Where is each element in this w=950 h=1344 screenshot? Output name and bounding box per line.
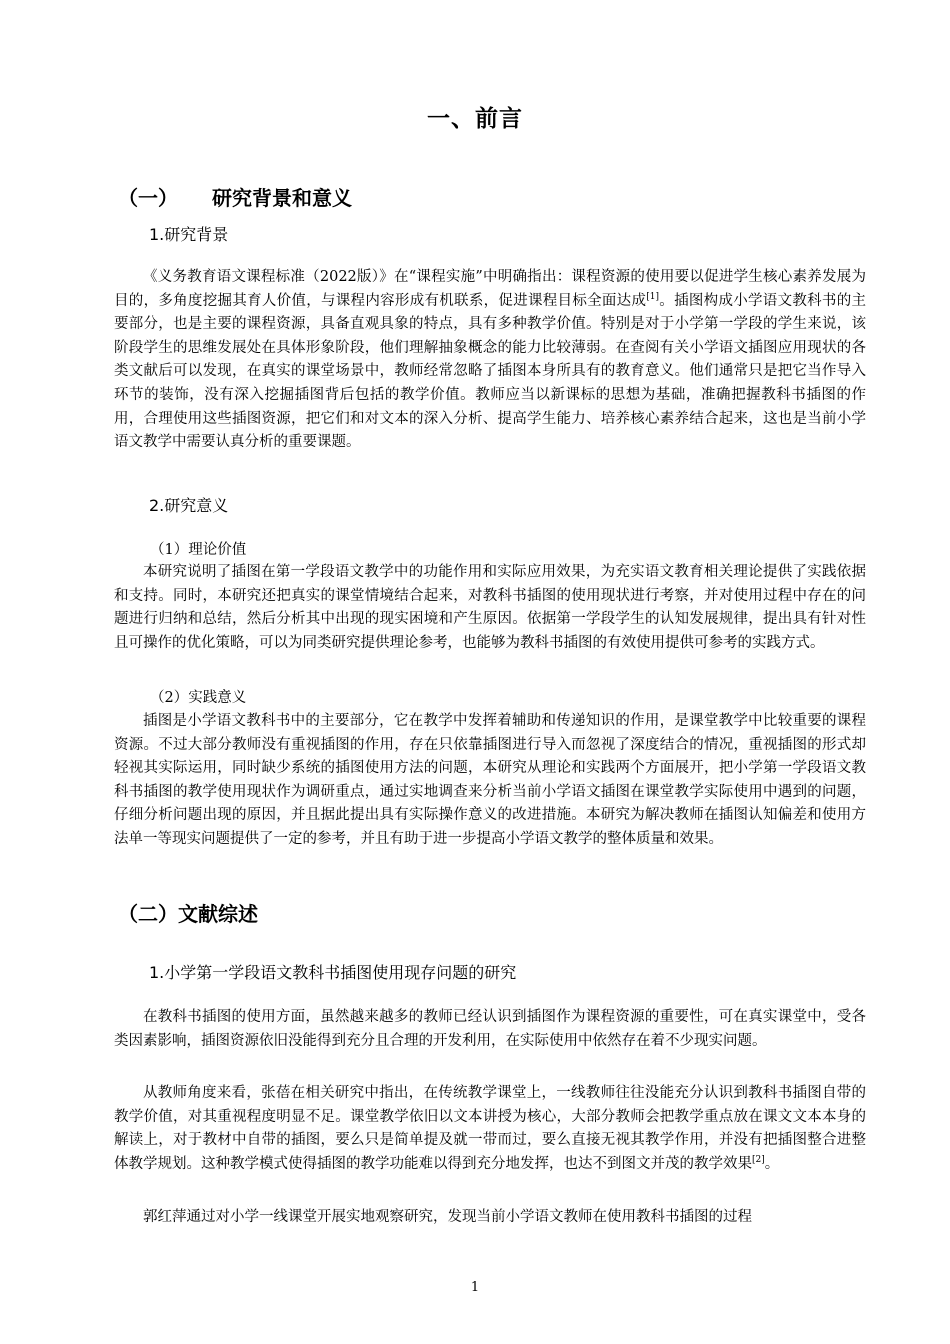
paragraph-literature-3: 郭红萍通过对小学一线课堂开展实地观察研究，发现当前小学语文教师在使用教科书插图的过程	[143, 1209, 752, 1225]
item-title-practice: （2）实践意义	[150, 690, 247, 706]
citation-marker: [1]	[646, 291, 660, 302]
subsection-title-significance: 2.研究意义	[149, 496, 229, 515]
section-heading-literature: （二）文献综述	[118, 902, 258, 926]
paragraph-theory-value: 本研究说明了插图在第一学段语文教学中的功能作用和实际应用效果，为充实语文教育相关理论提供了实践依据和支持。同时，本研究还把真实的课堂情境结合起来，对教科书插图的使用现状进行考察，并对使用过程中存在的问题进行归纳和总结，然后分析其中出现的现实困境和产生原因。依据第一学段学生的认知发展规律，提出具有针对性且可操作的优化策略，可以为同类研究提供理论参考，也能够为教科书插图的有效使用提供可参考的实践方式。	[114, 564, 866, 651]
paragraph-practice-value: 插图是小学语文教科书中的主要部分，它在教学中发挥着辅助和传递知识的作用，是课堂教学中比较重要的课程资源。不过大部分教师没有重视插图的作用，存在只依靠插图进行导入而忽视了深度结合的情况，重视插图的形式却轻视其实际运用，同时缺少系统的插图使用方法的问题，本研究从理论和实践两个方面展开，把小学第一学段语文教科书插图的教学使用现状作为调研重点，通过实地调查来分析当前小学语文插图在课堂教学实际使用中遇到的问题，仔细分析问题出现的原因，并且据此提出具有实际操作意义的改进措施。本研究为解决教师在插图认知偏差和使用方法单一等现实问题提供了一定的参考，并且有助于进一步提高小学语文教学的整体质量和效果。	[114, 713, 866, 847]
chapter-title: 一、前言	[427, 106, 523, 132]
paragraph-text: 从教师角度来看，张蓓在相关研究中指出，在传统教学课堂上，一线教师往往没能充分认识到教科书插图自带的教学价值，对其重视程度明显不足。课堂教学依旧以文本讲授为核心，大部分教师会把教学重点放在课文文本本身的解读上，对于教材中自带的插图，要么只是简单提及就一带而过，要么直接无视其教学作用，并没有把插图整合进整体教学规划。这种教学模式使得插图的教学功能难以得到充分地发挥，也达不到图文并茂的教学效果	[114, 1085, 866, 1172]
subsection-title-literature-problems: 1.小学第一学段语文教科书插图使用现存问题的研究	[149, 963, 517, 982]
page-number: 1	[470, 1280, 480, 1295]
paragraph-text: 。插图构成小学语文教科书的主要部分，也是主要的课程资源，具备直观具象的特点，具有多种教学价值。特别是对于小学第一学段的学生来说，该阶段学生的思维发展处在具体形象阶段，他们理解抽象概念的能力比较薄弱。在查阅有关小学语文插图应用现状的各类文献后可以发现，在真实的课堂场景中，教师经常忽略了插图本身所具有的教育意义。他们通常只是把它当作导入环节的装饰，没有深入挖掘插图背后包括的教学价值。教师应当以新课标的思想为基础，准确把握教科书插图的作用，合理使用这些插图资源，把它们和对文本的深入分析、提高学生能力、培养核心素养结合起来，这也是当前小学语文教学中需要认真分析的重要课题。	[114, 292, 867, 451]
paragraph-literature-2	[114, 1082, 866, 1176]
section-heading-background	[118, 182, 352, 211]
item-title-theory: （1）理论价值	[150, 542, 247, 558]
paragraph-research-background	[114, 266, 866, 455]
citation-marker: [2]	[752, 1154, 765, 1165]
section-title: 研究背景和意义	[212, 186, 352, 210]
subsection-title-background: 1.研究背景	[149, 225, 229, 244]
paragraph-text: 。	[764, 1155, 780, 1172]
paragraph-text: 《义务教育语文课程标准（2022版）》在“课程实施”中明确指出：课程资源的使用要以促进学生核心素养发展为目的，多角度挖掘其育人价值，与课程内容形成有机联系，促进课程目标全面达成	[114, 269, 866, 309]
section-number: （一）	[118, 186, 178, 210]
paragraph-literature-1: 在教科书插图的使用方面，虽然越来越多的教师已经认识到插图作为课程资源的重要性，可在真实课堂中，受各类因素影响，插图资源依旧没能得到充分且合理的开发利用，在实际使用中依然存在着不少现实问题。	[114, 1009, 866, 1049]
